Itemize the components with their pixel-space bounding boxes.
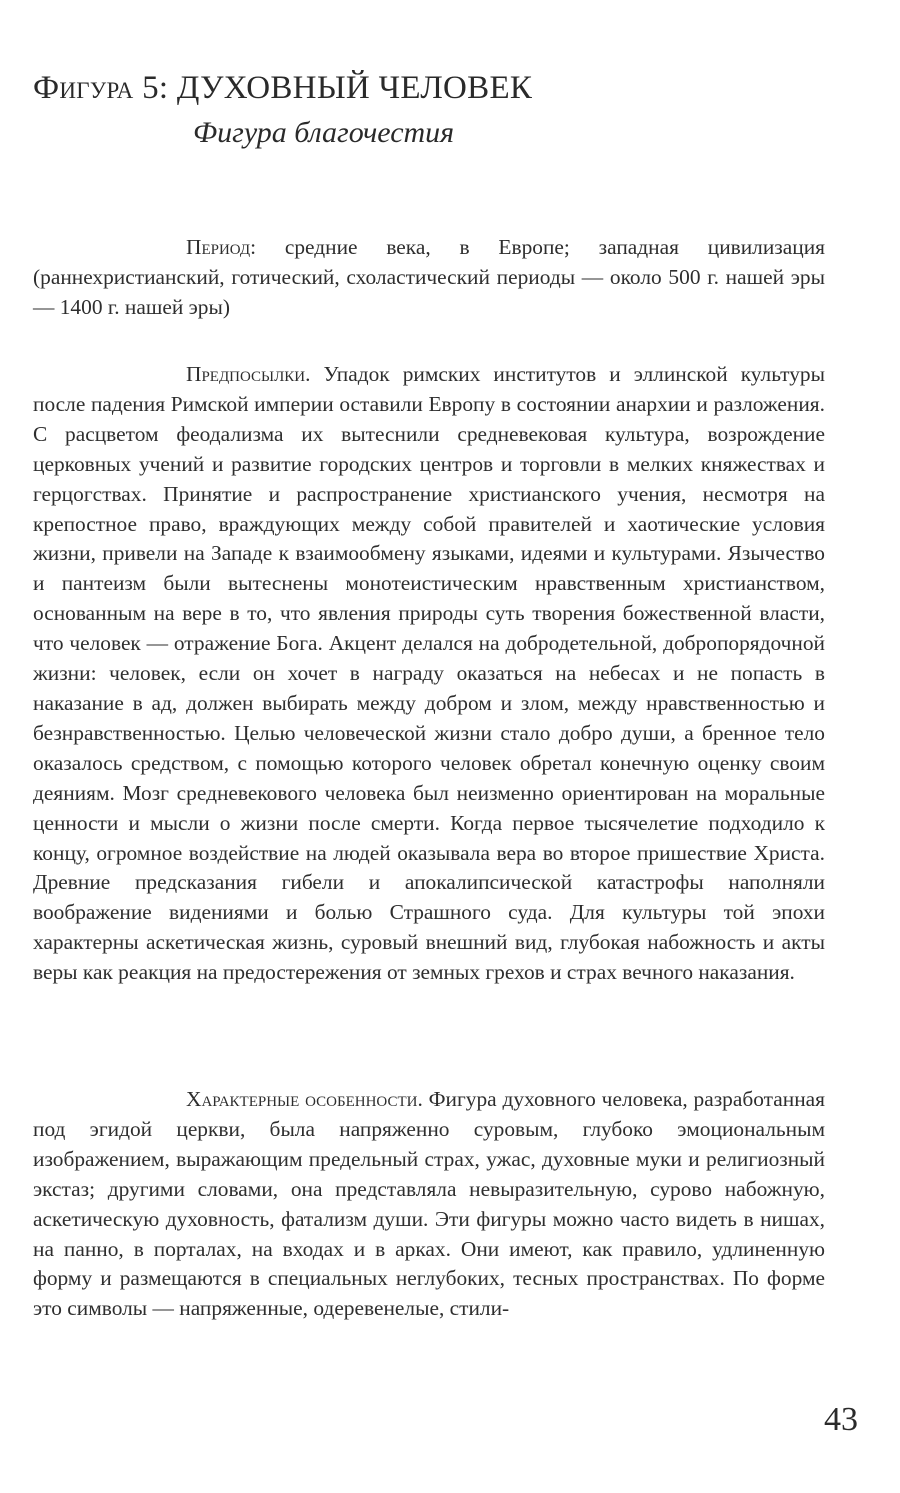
page-number: 43	[824, 1401, 858, 1438]
period-text: средние века, в Европе; западная цивилизация (раннехристианский, готический, схоластический периоды — около 500 г. нашей эры — 1400 г. нашей эры)	[33, 235, 825, 319]
chapter-subtitle: Фигура благочестия	[193, 116, 455, 149]
chapter-heading	[33, 66, 532, 110]
background-lead: Предпосылки.	[186, 362, 311, 386]
background-text: Упадок римских институтов и эллинской культуры после падения Римской империи оставили Европу в состоянии анархии и разложения. С расцветом феодализма их вытеснили средневековая культура, возрождение церковных учений и развитие городских центров и торговли в мелких княжествах и герцогствах. Принятие и распространение христианского учения, несмотря на крепостное право, враждующих между собой правителей и хаотические условия жизни, привели на Западе к взаимообмену языками, идеями и культурами. Язычество и пантеизм были вытеснены монотеистическим нравственным христианством, основанным на вере в то, что явления природы суть творения божественной власти, что человек — отражение Бога. Акцент делался на добродетельной, добропорядочной жизни: человек, если он хочет в награду оказаться на небесах и не попасть в наказание в ад, должен выбирать между добром и злом, между нравственностью и безнравственностью. Целью человеческой жизни стало добро души, а бренное тело оказалось средством, с помощью которого человек обретал конечную оценку своим деяниям. Мозг средневекового человека был неизменно ориентирован на моральные ценности и мысли о жизни после смерти. Когда первое тысячелетие подходило к концу, огромное воздействие на людей оказывала вера во второе пришествие Христа. Древние предсказания гибели и апокалипсической катастрофы наполняли воображение видениями и болью Страшного суда. Для культуры той эпохи характерны аскетическая жизнь, суровый внешний вид, глубокая набожность и акты веры как реакция на предостережения от земных грехов и страх вечного наказания.	[33, 362, 825, 985]
paragraph-background	[33, 360, 825, 988]
chapter-title: ДУХОВНЫЙ ЧЕЛОВЕК	[176, 70, 533, 106]
paragraph-characteristics	[33, 1085, 825, 1324]
period-lead: Период:	[186, 235, 257, 259]
characteristics-lead: Характерные особенности.	[186, 1087, 423, 1111]
paragraph-period	[33, 233, 825, 323]
figure-label: Фигура 5:	[33, 70, 169, 106]
characteristics-text: Фигура духовного человека, разработанная под эгидой церкви, была напряженно суровым, глубоко эмоциональным изображением, выражающим предельный страх, ужас, духовные муки и религиозный экстаз; другими словами, она представляла невыразительную, сурово набожную, аскетическую духовность, фатализм души. Эти фигуры можно часто видеть в нишах, на панно, в порталах, на входах и в арках. Они имеют, как правило, удлиненную форму и размещаются в специальных неглубоких, тесных пространствах. По форме это символы — напряженные, одеревенелые, стили-	[33, 1087, 825, 1321]
